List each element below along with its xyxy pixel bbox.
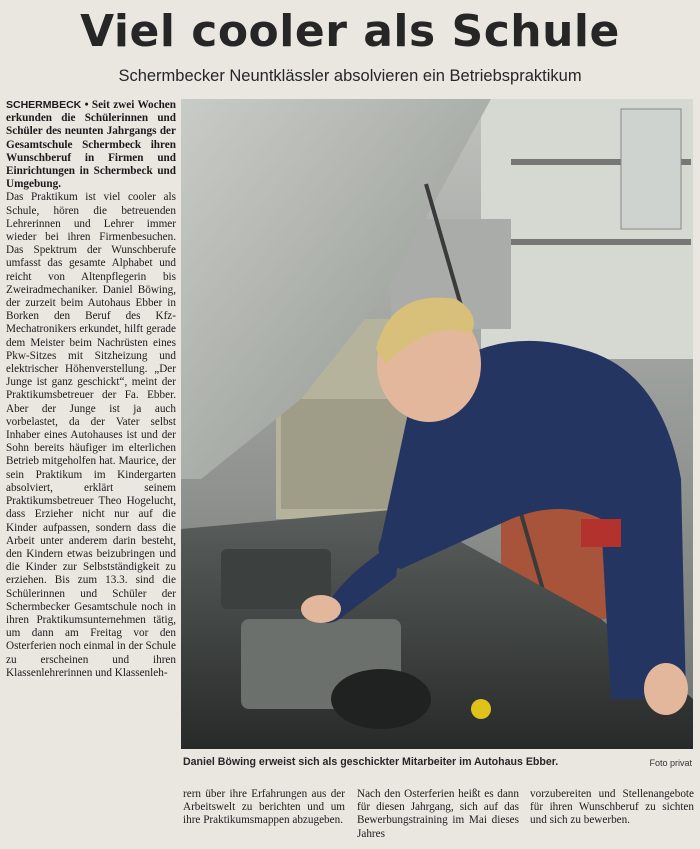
column-4-text: vorzubereiten und Stellenangebote für ihren Wunschberuf zu sichten und sich zu bewerben. bbox=[530, 788, 694, 827]
article-column-4 bbox=[530, 788, 694, 849]
article-column-left bbox=[6, 99, 176, 849]
article-photo bbox=[181, 99, 693, 749]
article-column-3 bbox=[357, 788, 519, 849]
headline: Viel cooler als Schule bbox=[80, 6, 620, 57]
photo-credit: Foto privat bbox=[649, 758, 692, 768]
photo-illustration bbox=[181, 99, 693, 749]
subheadline: Schermbecker Neuntklässler absolvieren ein Betriebspraktikum bbox=[118, 67, 582, 85]
article-body: Das Praktikum ist viel cooler als Schule, hören die betreuenden Lehrerinnen und Lehrer immer wieder bei ihren Firmenbesuchen. Das Spektrum der Wunschberufe umfasst das gesamte Alphabet und reicht von Altenpflegerin bis Zweiradmechaniker. Daniel Böwing, der zurzeit beim Autohaus Ebber in Borken den Beruf des Kfz-Mechatronikers erkundet, hilft gerade dem Meister beim Nachrüsten eines Pkw-Sitzes mit Sitzheizung und elektrischer Höhenverstellung. „Der Junge ist ganz geschickt“, meint der Praktikumsbetreuer der Fa. Ebber. Aber der Junge ist ja auch vorbelastet, da der Vater selbst Inhaber eines Autohauses ist und der Sohn bereits häufiger im elterlichen Betrieb mitgeholfen hat. Maurice, der sein Praktikum im Kindergarten absolviert, erklärt seinem Praktikumsbetreuer Theo Hogelucht, dass Erzieher nicht nur auf die Kinder aufpassen, sondern dass die Arbeit unter anderem darin besteht, den Kindern etwas beizubringen und die Kinder zur Selbstständigkeit zu erziehen. Bis zum 13.3. sind die Schülerinnen und Schüler der Schermbecker Gesamtschule noch in ihren Praktikumsunternehmen tätig, um dann am Freitag vor den Osterferien noch einmal in der Schule zu erscheinen und ihren Klassenlehrerinnen und Klassenleh- bbox=[6, 191, 176, 679]
dateline: SCHERMBECK bbox=[6, 99, 82, 111]
article-lead bbox=[6, 99, 176, 191]
photo-caption: Daniel Böwing erweist sich als geschickter Mitarbeiter im Autohaus Ebber. bbox=[183, 756, 559, 768]
article-column-2 bbox=[183, 788, 345, 849]
column-3-text: Nach den Osterferien heißt es dann für diesen Jahrgang, sich auf das Bewerbungstraining im Mai dieses Jahres bbox=[357, 788, 519, 840]
column-2-text: rern über ihre Erfahrungen aus der Arbeitswelt zu berichten und um ihre Praktikumsmappen abzugeben. bbox=[183, 788, 345, 827]
lead-text: • Seit zwei Wochen erkunden die Schülerinnen und Schüler des neunten Jahrgangs der Gesamtschule Schermbeck ihren Wunschberuf in Firmen und Einrichtungen in Schermbeck und Umgebung. bbox=[6, 99, 176, 191]
